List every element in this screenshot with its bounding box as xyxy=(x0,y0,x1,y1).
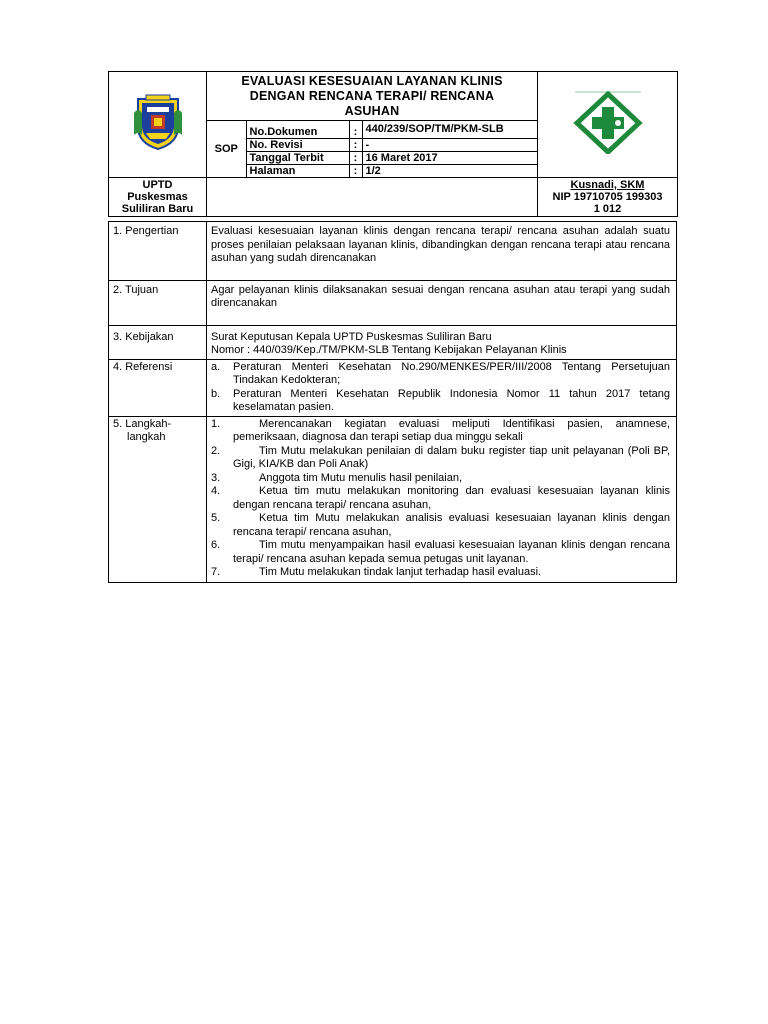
list-item: 2. Tim Mutu melakukan penilaian di dalam buku register tiap unit pelayanan (Poli BP, Gigi, KIA/KB dan Poli Anak) xyxy=(211,444,670,470)
content-table xyxy=(108,221,677,583)
list-item: 3. Anggota tim Mutu menulis hasil penilaian, xyxy=(211,471,463,484)
list-item: 6. Tim mutu menyampaikan hasil evaluasi kesesuaian layanan klinis dengan rencana terapi/ rencana asuhan kepada semua petugas unit layanan. xyxy=(211,539,670,565)
left-logo-cell xyxy=(109,72,207,178)
section-text-kebijakan: Surat Keputusan Kepala UPTD Puskesmas Suliliran Baru Nomor : 440/039/Kep./TM/PKM-SLB Tentang Kebijakan Pelayanan Klinis xyxy=(207,325,677,359)
section-label-referensi: 4. Referensi xyxy=(109,359,207,416)
meta-sep: : xyxy=(349,152,362,165)
section-text-pengertian: Evaluasi kesesuaian layanan klinis dengan rencana terapi/ rencana asuhan adalah suatu proses penilaian pelaksaan layanan klinis, dibandingkan dengan rencana terapi atau rencana asuhan yang sudah direncanakan xyxy=(207,222,677,281)
unit-name: UPTD Puskesmas Suliliran Baru xyxy=(109,178,207,217)
section-label-tujuan: 2. Tujuan xyxy=(109,280,207,325)
puskesmas-cross-icon xyxy=(573,90,643,154)
header-table xyxy=(108,71,678,217)
signature-block xyxy=(538,178,678,217)
sop-document xyxy=(108,71,677,583)
list-item: 7. Tim Mutu melakukan tindak lanjut terhadap hasil evaluasi. xyxy=(211,566,542,578)
regency-crest-icon xyxy=(132,93,184,151)
list-item: 5. Ketua tim Mutu melakukan analisis evaluasi kesesuaian layanan klinis dengan rencana terapi/ rencana asuhan, xyxy=(211,512,670,538)
section-label-pengertian: 1. Pengertian xyxy=(109,222,207,281)
meta-value-halaman: 1/2 xyxy=(362,165,537,178)
sop-label: SOP xyxy=(207,121,246,178)
blank-cell xyxy=(207,178,538,217)
section-label-langkah: 5. Langkah- langkah xyxy=(109,416,207,582)
document-title: EVALUASI KESESUAIAN LAYANAN KLINIS DENGAN RENCANA TERAPI/ RENCANA ASUHAN xyxy=(241,74,503,118)
list-item: 1. Merencanakan kegiatan evaluasi meliputi Identifikasi pasien, anamnese, pemeriksaan, diagnosa dan terapi setiap dua minggu sekali xyxy=(211,417,670,443)
title-meta-cell xyxy=(207,72,538,178)
section-text-langkah xyxy=(207,416,677,582)
meta-table xyxy=(207,120,537,177)
meta-label-revisi: No. Revisi xyxy=(246,139,349,152)
signer-name: Kusnadi, SKM xyxy=(570,179,645,191)
meta-value-tanggal: 16 Maret 2017 xyxy=(362,152,537,165)
list-item: b. Peraturan Menteri Kesehatan Republik Indonesia Nomor 11 tahun 2017 tetang keselamatan pasien. xyxy=(211,387,670,413)
meta-sep: : xyxy=(349,165,362,178)
meta-label-tanggal: Tanggal Terbit xyxy=(246,152,349,165)
signer-nip-cont: 1 012 xyxy=(593,203,622,215)
meta-value-revisi: - xyxy=(362,139,537,152)
section-label-kebijakan: 3. Kebijakan xyxy=(109,325,207,359)
right-logo-cell xyxy=(538,72,678,178)
meta-label-dokumen: No.Dokumen xyxy=(246,121,349,139)
list-item: 4. Ketua tim mutu melakukan monitoring dan evaluasi kesesuaian layanan klinis dengan rencana terapi/ rencana asuhan, xyxy=(211,485,670,511)
meta-sep: : xyxy=(349,139,362,152)
signer-nip: NIP 19710705 199303 xyxy=(552,191,663,203)
section-text-referensi xyxy=(207,359,677,416)
meta-value-dokumen: 440/239/SOP/TM/PKM-SLB xyxy=(362,121,537,139)
meta-sep: : xyxy=(349,121,362,139)
list-item: a. Peraturan Menteri Kesehatan No.290/MENKES/PER/III/2008 Tentang Persetujuan Tindakan Kedokteran; xyxy=(211,360,670,386)
meta-label-halaman: Halaman xyxy=(246,165,349,178)
section-text-tujuan: Agar pelayanan klinis dilaksanakan sesuai dengan rencana asuhan atau terapi yang sudah direncanakan xyxy=(207,280,677,325)
